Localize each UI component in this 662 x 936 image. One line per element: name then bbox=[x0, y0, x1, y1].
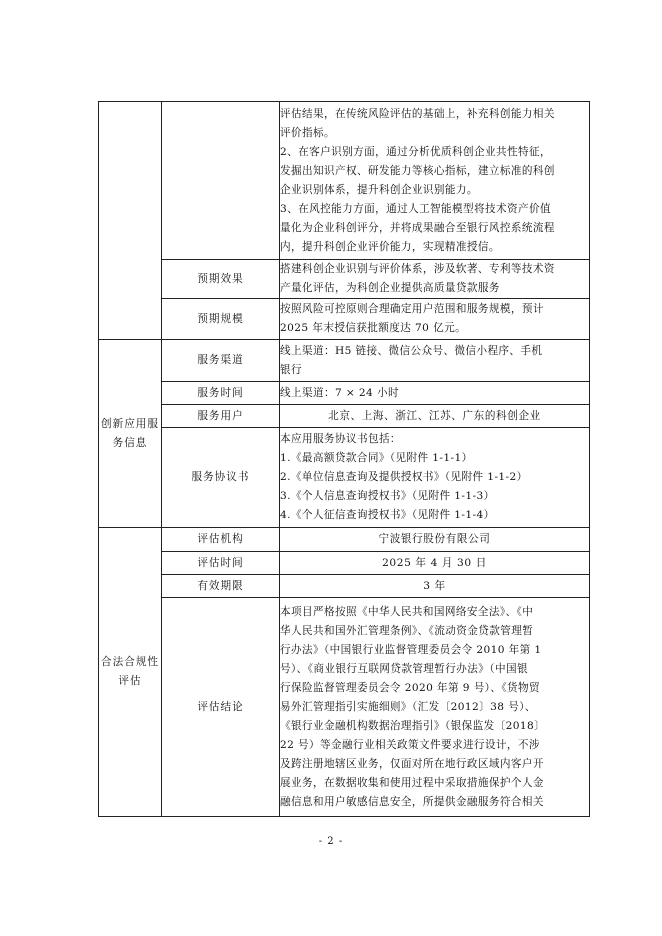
value-assessment-org: 宁波银行股份有限公司 bbox=[280, 528, 590, 552]
table-row-assessment-conclusion bbox=[99, 598, 590, 817]
label-cell-continued bbox=[162, 102, 280, 260]
label-assessment-org: 评估机构 bbox=[162, 528, 280, 552]
value-service-channel bbox=[280, 340, 590, 382]
table-row-service-agreement bbox=[99, 428, 590, 528]
section-label-service-info: 创新应用服务信息 bbox=[99, 340, 162, 528]
table-row-expected-scale bbox=[99, 299, 590, 340]
table-row-assessment-continued bbox=[99, 102, 590, 260]
value-expected-scale bbox=[280, 299, 590, 340]
value-service-time: 线上渠道：7 × 24 小时 bbox=[280, 382, 590, 405]
text-line: 3、在风控能力方面，通过人工智能模型将技术资产价值 bbox=[280, 202, 551, 215]
text-line: 2.《单位信息查询及提供授权书》（见附件 1-1-2） bbox=[280, 471, 528, 483]
text-line: 发掘出知识产权、研发能力等核心指标，建立标准的科创 bbox=[280, 164, 555, 177]
table-row-expected-effect bbox=[99, 260, 590, 299]
table-row-assessment-time bbox=[99, 552, 590, 575]
text-line: 2025 年末授信获批额度达 70 亿元。 bbox=[280, 322, 467, 334]
text-line: 2、在客户识别方面，通过分析优质科创企业共性特征， bbox=[280, 145, 551, 158]
page-number: - 2 - bbox=[318, 836, 344, 847]
text-line: 行办法》（中国银行业监督管理委员会令 2010 年第 1 bbox=[280, 643, 542, 656]
value-assessment-time: 2025 年 4 月 30 日 bbox=[280, 552, 590, 575]
text-line: 评价指标。 bbox=[280, 126, 335, 139]
text-line: 按照风险可控原则合理确定用户范围和服务规模，预计 bbox=[280, 303, 544, 315]
text-line: 量化为企业科创评分，并将成果融合至银行风控系统流程 bbox=[280, 221, 555, 234]
text-line: 产量化评估，为科创企业提供高质量贷款服务 bbox=[280, 282, 500, 294]
label-assessment-conclusion: 评估结论 bbox=[162, 598, 280, 817]
text-line: 易外汇管理指引实施细则》（汇发〔2012〕38 号）、 bbox=[280, 700, 536, 713]
text-line: 3.《个人信息查询授权书》（见附件 1-1-3） bbox=[280, 490, 495, 502]
text-line: 行保险监督管理委员会令 2020 年第 9 号）、《货物贸 bbox=[280, 681, 541, 694]
value-valid-period: 3 年 bbox=[280, 575, 590, 598]
text-line: 银行 bbox=[280, 363, 302, 376]
label-service-users: 服务用户 bbox=[162, 405, 280, 428]
value-service-users: 北京、上海、浙江、江苏、广东的科创企业 bbox=[280, 405, 590, 428]
label-valid-period: 有效期限 bbox=[162, 575, 280, 598]
text-line: 评估结果，在传统风险评估的基础上，补充科创能力相关 bbox=[280, 107, 555, 120]
label-assessment-time: 评估时间 bbox=[162, 552, 280, 575]
label-service-time: 服务时间 bbox=[162, 382, 280, 405]
text-line: 企业识别体系，提升科创企业识别能力。 bbox=[280, 183, 478, 196]
table-row-service-channel bbox=[99, 340, 590, 382]
table-row-service-users bbox=[99, 405, 590, 428]
label-service-agreement: 服务协议书 bbox=[162, 428, 280, 528]
text-line: 号）、《商业银行互联网贷款管理暂行办法》（中国银 bbox=[280, 662, 528, 675]
text-line: 搭建科创企业识别与评价体系，涉及软著、专利等技术资 bbox=[280, 263, 555, 275]
text-line: 展业务，在数据收集和使用过程中采取措施保护个人金 bbox=[280, 776, 544, 789]
text-line: 本应用服务协议书包括： bbox=[280, 433, 401, 445]
text-line: 及跨注册地辖区业务，仅面对所在地行政区域内客户开 bbox=[280, 757, 544, 770]
text-line: 内，提升科创企业评价能力，实现精准授信。 bbox=[280, 240, 500, 253]
value-service-agreement bbox=[280, 428, 590, 528]
label-service-channel: 服务渠道 bbox=[162, 340, 280, 382]
text-line: 华人民共和国外汇管理条例》、《流动资金贷款管理暂 bbox=[280, 624, 534, 637]
text-line: 4.《个人征信查询授权书》（见附件 1-1-4） bbox=[280, 509, 495, 521]
label-expected-effect: 预期效果 bbox=[162, 260, 280, 299]
table-row-assessment-org bbox=[99, 528, 590, 552]
value-expected-effect bbox=[280, 260, 590, 299]
text-line: 《银行业金融机构数据治理指引》（银保监发〔2018〕 bbox=[280, 719, 546, 732]
text-line: 本项目严格按照《中华人民共和国网络安全法》、《中 bbox=[280, 605, 534, 618]
text-line: 22 号）等金融行业相关政策文件要求进行设计，不涉 bbox=[280, 738, 540, 751]
label-expected-scale: 预期规模 bbox=[162, 299, 280, 340]
table-row-service-time bbox=[99, 382, 590, 405]
value-assessment-conclusion bbox=[280, 598, 590, 817]
project-info-table bbox=[98, 101, 590, 817]
section-label-compliance: 合法合规性评估 bbox=[99, 528, 162, 817]
text-line: 线上渠道：H5 链接、微信公众号、微信小程序、手机 bbox=[280, 344, 543, 357]
text-line: 融信息和用户敏感信息安全，所提供金融服务符合相关 bbox=[280, 795, 544, 808]
table-row-valid-period bbox=[99, 575, 590, 598]
text-line: 1.《最高额贷款合同》（见附件 1-1-1） bbox=[280, 452, 473, 464]
value-cell-assessment bbox=[280, 102, 590, 260]
section-cell-continued bbox=[99, 102, 162, 340]
